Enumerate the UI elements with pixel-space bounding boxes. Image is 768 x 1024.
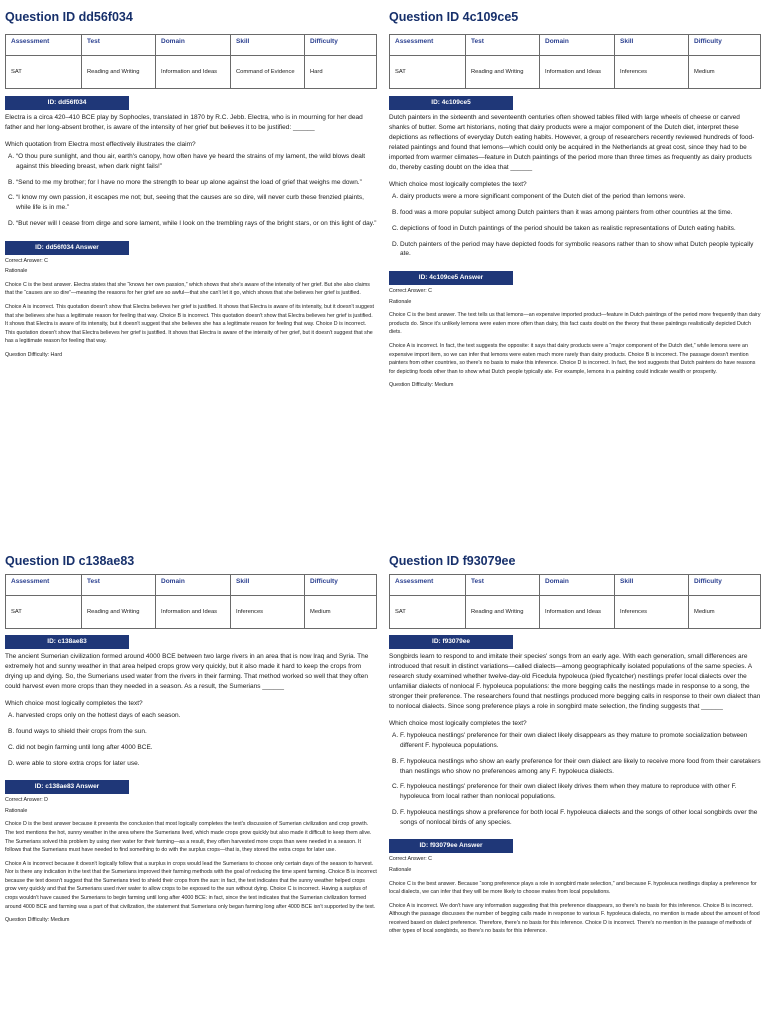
question-meta-table <box>5 574 377 629</box>
question-title: Question ID f93079ee <box>389 554 516 568</box>
question-meta-table <box>389 34 761 89</box>
choice-letter: D. <box>392 808 399 816</box>
choice-text: harvested crops only on the hottest days of each season. <box>16 712 181 720</box>
meta-difficulty: Medium <box>689 596 761 629</box>
meta-skill: Inferences <box>231 596 305 629</box>
correct-answer-value: C <box>44 257 48 264</box>
choice-a <box>5 152 377 172</box>
question-prompt: Which choice most logically completes the text? <box>389 181 527 189</box>
rationale-heading: Rationale <box>5 807 28 814</box>
rationale-paragraph: Choice A is incorrect. We don't have any information suggesting that this preference disappears, so there's no basis for this inference. Choice B is incorrect. Although the passage discusses the number of begging calls made in response to various F. hypoleuca dialects, no mention is made about the amount of food received based on dialect preference. Therefore, there's no basis for this inference. Choice D is incorrect. There's no mention in the passage of methods of other types of local songbirds, so there's no basis for this inference. <box>389 902 760 935</box>
question-prompt: Which quotation from Electra most effectively illustrates the claim? <box>5 141 196 149</box>
choice-d <box>389 240 761 260</box>
choice-d <box>389 808 761 828</box>
rationale-paragraph: Choice A is incorrect. This quotation doesn't show that Electra believes her grief is justified. It shows that Electra is aware of its intensity, but it doesn't suggest that she believes she has a legitimate reason for feeling that way. Choice B is incorrect. This quotation doesn't show that Electra believes her grief is justified. It shows that Electra is aware of its intensity, but it doesn't suggest that she believes she has a legitimate reason for feeling that way. Choice D is incorrect. This quotation doesn't show that Electra believes her grief is justified. It shows that Electra is aware of the intensity of her grief, but it doesn't suggest that she has a legitimate reason for feeling that way. <box>5 303 374 345</box>
answer-id-badge: ID: f93079ee Answer <box>389 839 513 853</box>
meta-skill: Command of Evidence <box>231 56 305 89</box>
meta-header-test: Test <box>466 575 540 596</box>
correct-answer <box>389 855 761 864</box>
meta-difficulty: Medium <box>689 56 761 89</box>
meta-header-test: Test <box>466 35 540 56</box>
meta-header-skill: Skill <box>615 575 689 596</box>
question-prompt: Which choice most logically completes the text? <box>389 720 527 728</box>
choice-letter: B. <box>392 757 399 765</box>
question-difficulty <box>389 381 761 390</box>
meta-value-row <box>390 56 761 89</box>
rationale-paragraph: Choice A is incorrect. In fact, the text suggests the opposite: it says that dairy products were a “major component of the Dutch diet,” while lemons were an expensive import item, so we can infer that lemons were eaten much more rarely than dairy products. Choice B is incorrect. The passage doesn't mention painters from other countries, so there's no basis to make this inference. Choice D is incorrect. In fact, the text suggests that Dutch painters do have reasons for depicting foods other than to show what Dutch people typically ate. For example, lemons in a painting could indicate wealth or prosperity. <box>389 343 756 375</box>
meta-header-row <box>6 35 377 56</box>
choice-c <box>5 193 377 213</box>
meta-header-skill: Skill <box>231 35 305 56</box>
choice-letter: B. <box>392 209 399 217</box>
question-difficulty-label: Question Difficulty: <box>5 917 51 924</box>
meta-header-assessment: Assessment <box>390 35 466 56</box>
passage: Dutch painters in the sixteenth and seventeenth centuries often showed tables filled with large wheels of cheese or carved shanks of butter. Some art historians, noting that dairy products were a major component of the Dutch diet, interpret these depictions as reflections of everyday Dutch eating habits. However, a group of researchers recently reviewed hundreds of food-related paintings and found that lemons—which could only be acquired in the Netherlands at great cost, since they had to be imported from warmer climates—feature in Dutch paintings of the period more than three times as frequently as dairy products do, thereby casting doubt on the idea that ______ <box>389 114 755 172</box>
meta-header-difficulty: Difficulty <box>689 575 761 596</box>
question-title: Question ID c138ae83 <box>5 554 135 568</box>
correct-answer-value: C <box>428 856 432 863</box>
rationale-heading: Rationale <box>389 298 412 305</box>
meta-assessment: SAT <box>390 596 466 629</box>
meta-header-domain: Domain <box>540 575 615 596</box>
passage: The ancient Sumerian civilization formed around 4000 BCE between two large rivers in an area that is now Iraq and Syria. The extremely hot and sunny weather in that area helped crops grow very quickly, but it also made it hard to keep the crops from drying up and dying. So, the Sumerians used water from the rivers in their farming. That method worked so well that they often could harvest even more crops than they needed in a season. As a result, the Sumerians ______ <box>5 653 369 691</box>
choice-letter: D. <box>8 759 15 767</box>
question-difficulty-value: Hard <box>50 351 63 358</box>
meta-skill: Inferences <box>615 56 689 89</box>
meta-header-domain: Domain <box>156 35 231 56</box>
rationale-paragraph: Choice A is incorrect because it doesn't logically follow that a surplus in crops would lead the Sumerians to choose only certain days of the season to harvest. Nor is there any indication in the text that the Sumerians improved their farming methods with the goal of reducing the time spent farming. Choice B is incorrect because the text doesn't suggest that the Sumerians tried to shield their crops from the sun: in fact, the text indicates that the sunny weather helped crops grow very quickly and that the Sumerians used river water to allow crops to be exposed to the sun without dying. Choice C is incorrect. Having a surplus of crops wouldn't have caused the Sumerians to begin farming until long after 4000 BCE: in fact, since the text indicates that the Sumerian civilization formed around 4000 BCE and farming was a part of that civilization, the statement that Sumerians only began farming long after 4000 BCE isn't supported by the text. <box>5 860 377 910</box>
choice-c <box>389 224 761 234</box>
question-difficulty-value: Medium <box>50 917 70 924</box>
correct-answer <box>389 287 761 296</box>
question-difficulty-value: Medium <box>434 382 454 389</box>
rationale-paragraph: Choice C is the best answer. Electra states that she “knows her own passion,” which shows that she's aware of the intensity of her grief. But she also claims that the “causes are so dire”—meaning the reasons for her grief are so awful—that she can't let it go, which shows that she believes her grief is justified. <box>5 281 370 297</box>
meta-value-row <box>6 596 377 629</box>
choice-b <box>389 208 761 218</box>
meta-skill: Inferences <box>615 596 689 629</box>
meta-test: Reading and Writing <box>82 56 156 89</box>
correct-answer-value: D <box>44 797 48 804</box>
answer-choices <box>5 152 377 229</box>
question-meta-table <box>389 574 761 629</box>
question-id-badge: ID: dd56f034 <box>5 96 129 110</box>
choice-letter: C. <box>392 224 399 232</box>
choice-a <box>5 711 377 721</box>
choice-letter: B. <box>8 728 15 735</box>
choice-a <box>389 731 761 751</box>
choice-text: “But never will I cease from dirge and sore lament, while I look on the trembling rays of the bright stars, or on this light of day.” <box>16 219 377 227</box>
meta-header-skill: Skill <box>231 575 305 596</box>
choice-text: food was a more popular subject among Dutch painters than it was among painters from other countries at the time. <box>400 209 733 217</box>
meta-test: Reading and Writing <box>466 596 540 629</box>
choice-text: did not begin farming until long after 4000 BCE. <box>16 743 153 751</box>
meta-header-row <box>390 35 761 56</box>
correct-answer-value: C <box>428 288 432 295</box>
question-difficulty-label: Question Difficulty: <box>5 351 51 358</box>
rationale-paragraph: Choice C is the best answer. The text tells us that lemons—an expensive imported product—feature in Dutch paintings of the period more frequently than dairy products do. Since it's unlikely lemons were eaten more often than dairy, this fact casts doubt on the theory that these paintings realistically depicted Dutch diets. <box>389 312 761 336</box>
choice-text: were able to store extra crops for later use. <box>16 759 140 767</box>
question-card-dd56f034 <box>5 10 377 359</box>
meta-assessment: SAT <box>390 56 466 89</box>
choice-d <box>5 219 377 229</box>
question-difficulty-label: Question Difficulty: <box>389 382 435 389</box>
choice-letter: D. <box>392 240 399 248</box>
choice-d <box>5 759 377 769</box>
choice-letter: A. <box>392 732 399 740</box>
answer-choices <box>5 711 377 768</box>
meta-header-difficulty: Difficulty <box>305 35 377 56</box>
meta-value-row <box>390 596 761 629</box>
choice-text: “Send to me my brother; for I have no more the strength to bear up alone against the load of grief that weighs me down.” <box>16 178 362 186</box>
meta-test: Reading and Writing <box>82 596 156 629</box>
correct-answer-label: Correct Answer: <box>5 257 45 264</box>
question-id-badge: ID: f93079ee <box>389 635 513 649</box>
choice-a <box>389 192 761 202</box>
choice-text: F. hypoleuca nestlings' preference for their own dialect likely drives them when they mature to reproduce with other F. hypoleuca from local rather than nonlocal populations. <box>400 783 737 801</box>
meta-assessment: SAT <box>6 56 82 89</box>
question-prompt: Which choice most logically completes the text? <box>5 700 143 708</box>
answer-id-badge: ID: c138ae83 Answer <box>5 780 129 794</box>
meta-header-assessment: Assessment <box>390 575 466 596</box>
meta-header-difficulty: Difficulty <box>305 575 377 596</box>
choice-b <box>5 727 377 737</box>
rationale-heading: Rationale <box>389 866 412 873</box>
meta-header-domain: Domain <box>156 575 231 596</box>
correct-answer-label: Correct Answer: <box>5 797 45 804</box>
correct-answer-label: Correct Answer: <box>389 288 429 295</box>
question-title: Question ID 4c109ce5 <box>389 10 519 24</box>
meta-difficulty: Hard <box>305 56 377 89</box>
meta-domain: Information and Ideas <box>156 56 231 89</box>
choice-letter: C. <box>8 743 15 751</box>
meta-value-row <box>6 56 377 89</box>
meta-difficulty: Medium <box>305 596 377 629</box>
choice-text: “I know my own passion, it escapes me not; but, seeing that the causes are so dire, will never curb these frenzied plaints, while life is in me.” <box>16 194 364 212</box>
meta-header-row <box>390 575 761 596</box>
correct-answer <box>5 796 377 805</box>
meta-test: Reading and Writing <box>466 56 540 89</box>
question-difficulty <box>5 916 377 925</box>
meta-header-skill: Skill <box>615 35 689 56</box>
answer-id-badge: ID: 4c109ce5 Answer <box>389 271 513 285</box>
meta-header-domain: Domain <box>540 35 615 56</box>
choice-letter: C. <box>8 194 15 202</box>
meta-header-assessment: Assessment <box>6 35 82 56</box>
meta-header-test: Test <box>82 35 156 56</box>
choice-letter: A. <box>8 712 15 720</box>
choice-text: F. hypoleuca nestlings show a preference for both local F. hypoleuca dialects and the songs of other local songbirds over the songs of nonlocal birds of any species. <box>400 808 758 826</box>
meta-domain: Information and Ideas <box>156 596 231 629</box>
question-difficulty <box>5 351 377 360</box>
correct-answer <box>5 257 377 266</box>
meta-header-difficulty: Difficulty <box>689 35 761 56</box>
choice-text: found ways to shield their crops from the sun. <box>16 728 147 735</box>
choice-text: “O thou pure sunlight, and thou air, earth's canopy, how often have ye heard the strains of my lament, the wild blows dealt against this bleeding breast, when dark night fails!” <box>16 153 366 170</box>
question-card-c138ae83 <box>5 554 377 925</box>
passage: Songbirds learn to respond to and imitate their species' songs from an early age. With each generation, small differences are introduced that result in distinct variations—called dialects—among geographically isolated populations of the same species. A research study examined whether twelve-day-old Ficedula hypoleuca (pied flycatcher) nestlings prefer local dialects over the unfamiliar dialects of nonlocal F. hypoleuca populations: the more begging calls the nestlings made in response to a song, the stronger their preference. The researchers found that nestlings produced more begging calls in response to their own dialect than to nonlocal dialects. Since song preference plays a role in songbird mate selection, the finding suggests that ______ <box>389 653 761 711</box>
meta-header-assessment: Assessment <box>6 575 82 596</box>
question-meta-table <box>5 34 377 89</box>
choice-letter: A. <box>8 153 15 161</box>
rationale-paragraph: Choice D is the best answer because it presents the conclusion that most logically completes the text's discussion of Sumerian civilization and crop growth. The text mentions the hot, sunny weather in the area where the Sumerians lived, which made crops grow quickly but also made it difficult to keep them alive. The Sumerians solved this problem by using river water for their farming—as a result, they often harvested more crops than were needed in a season. It follows that the Sumerians must have needed to find something to do with the surplus crops—that is, they stored the extra crops for later use. <box>5 821 372 854</box>
question-card-4c109ce5 <box>389 10 761 390</box>
answer-choices <box>389 731 761 827</box>
choice-letter: C. <box>392 783 399 791</box>
meta-domain: Information and Ideas <box>540 596 615 629</box>
question-id-badge: ID: 4c109ce5 <box>389 96 513 110</box>
passage: Electra is a circa 420–410 BCE play by Sophocles, translated in 1870 by R.C. Jebb. Electra, who is in mourning for her dead father and her long-absent brother, is aware of the intensity of her grief but believes it to be justified: ______ <box>5 114 363 132</box>
choice-letter: A. <box>392 193 399 201</box>
meta-assessment: SAT <box>6 596 82 629</box>
answer-id-badge: ID: dd56f034 Answer <box>5 241 129 255</box>
choice-b <box>389 757 761 777</box>
question-title: Question ID dd56f034 <box>5 10 133 24</box>
meta-domain: Information and Ideas <box>540 56 615 89</box>
answer-choices <box>389 192 761 259</box>
choice-letter: B. <box>8 178 15 186</box>
choice-letter: D. <box>8 219 15 227</box>
question-id-badge: ID: c138ae83 <box>5 635 129 649</box>
meta-header-row <box>6 575 377 596</box>
choice-text: depictions of food in Dutch paintings of the period should be taken as realistic representations of Dutch eating habits. <box>400 224 736 232</box>
choice-text: F. hypoleuca nestlings' preference for their own dialect likely disappears as they mature to promote socialization between different F. hypoleuca populations. <box>400 732 748 750</box>
choice-c <box>5 743 377 753</box>
question-card-f93079ee <box>389 554 761 936</box>
correct-answer-label: Correct Answer: <box>389 856 429 863</box>
choice-text: dairy products were a more significant component of the Dutch diet of the period than lemons were. <box>400 193 686 201</box>
rationale-heading: Rationale <box>5 268 28 275</box>
rationale-paragraph: Choice C is the best answer. Because “song preference plays a role in songbird mate selection,” and because F. hypoleuca nestlings display a preference for local dialects, we can infer that they will be more likely to choose mates from local populations. <box>389 880 757 896</box>
choice-b <box>5 178 377 188</box>
choice-text: F. hypoleuca nestlings who show an early preference for their own dialect are likely to receive more food from their caretakers than nestlings who show no preferences among any F. hypoleuca dialects. <box>400 757 761 775</box>
choice-c <box>389 782 761 802</box>
choice-text: Dutch painters of the period may have depicted foods for symbolic reasons rather than to show what Dutch people typically ate. <box>400 240 754 258</box>
meta-header-test: Test <box>82 575 156 596</box>
